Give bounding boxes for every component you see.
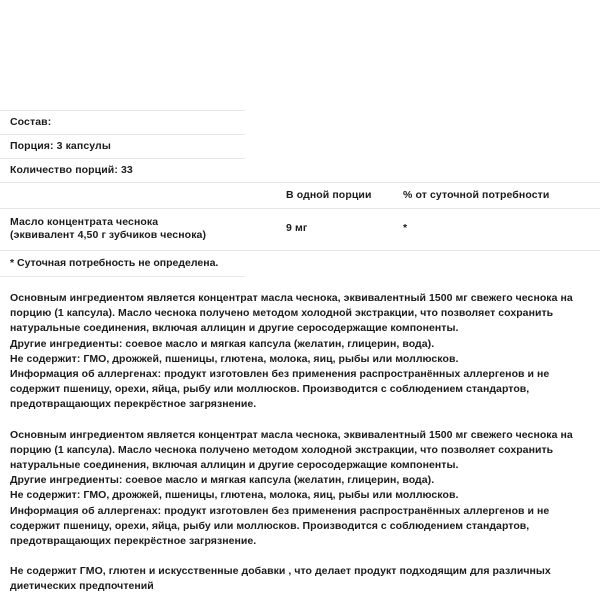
serving-size-value: Порция: 3 капсулы <box>10 140 111 152</box>
table-row <box>0 208 600 250</box>
closing-note-paragraph: Не содержит ГМО, глютен и искусственные добавки , что делает продукт подходящим для различных диетических предпочтений <box>10 565 551 593</box>
panel-to-copy-spacer <box>0 277 600 291</box>
description-closing-block <box>10 564 590 594</box>
product-description <box>0 291 600 595</box>
nutrient-name-cell <box>10 216 286 242</box>
column-header-percent-daily-value: % от суточной потребности <box>403 189 550 201</box>
main-ingredient-paragraph-duplicate: Основным ингредиентом является концентрат масла чеснока, эквивалентный 1500 мг свежего чеснока на порцию (1 капсула). Масло чеснока получено методом холодной экстракции, что позволяет сохранить натуральные соединения, включая аллицин и другие серосодержащие компоненты. <box>10 428 573 472</box>
free-from-paragraph: Не содержит: ГМО, дрожжей, пшеницы, глютена, молока, яиц, рыбы или моллюсков. <box>10 352 459 365</box>
column-header-amount-per-serving: В одной порции <box>286 189 372 201</box>
nutrient-daily-value: * <box>403 222 408 234</box>
description-block-one <box>10 291 590 413</box>
main-ingredient-paragraph: Основным ингредиентом является концентрат масла чеснока, эквивалентный 1500 мг свежего чеснока на порцию (1 капсула). Масло чеснока получено методом холодной экстракции, что позволяет сохранить натуральные соединения, включая аллицин и другие серосодержащие компоненты. <box>10 292 573 335</box>
allergen-info-paragraph-duplicate: Информация об аллергенах: продукт изготовлен без применения распространённых аллергенов и не содержит пшеницу, орехи, яйца, рыбу или моллюсков. Производится с соблюдением стандартов, предотвращающих перекрёстное загрязнение. <box>10 504 550 548</box>
serving-size-row <box>0 134 245 158</box>
top-spacer <box>0 0 600 110</box>
servings-per-container-value: Количество порций: 33 <box>10 164 133 176</box>
nutrient-name: Масло концентрата чеснока <box>10 216 159 228</box>
other-ingredients-paragraph-duplicate: Другие ингредиенты: соевое масло и мягкая капсула (желатин, глицерин, вода). <box>10 474 435 487</box>
nutrient-amount: 9 мг <box>286 222 308 234</box>
facts-table-header-row <box>0 182 600 208</box>
free-from-paragraph-duplicate: Не содержит: ГМО, дрожжей, пшеницы, глютена, молока, яиц, рыбы или моллюсков. <box>10 489 459 502</box>
daily-value-footnote-row <box>0 250 600 276</box>
servings-per-container-row <box>0 158 245 182</box>
composition-label: Состав: <box>10 116 52 128</box>
nutrient-name-equivalent: (эквивалент 4,50 г зубчиков чеснока) <box>10 229 207 241</box>
composition-label-row <box>0 110 245 134</box>
supplement-facts-panel <box>0 110 600 277</box>
description-block-two <box>10 428 590 550</box>
other-ingredients-paragraph: Другие ингредиенты: соевое масло и мягкая капсула (желатин, глицерин, вода). <box>10 337 435 350</box>
allergen-info-paragraph: Информация об аллергенах: продукт изготовлен без применения распространённых аллергенов и не содержит пшеницу, орехи, яйца, рыбу или моллюсков. Производится с соблюдением стандартов, предотвращающих перекрёстное загрязнение. <box>10 368 550 411</box>
daily-value-footnote: * Суточная потребность не определена. <box>10 257 219 269</box>
